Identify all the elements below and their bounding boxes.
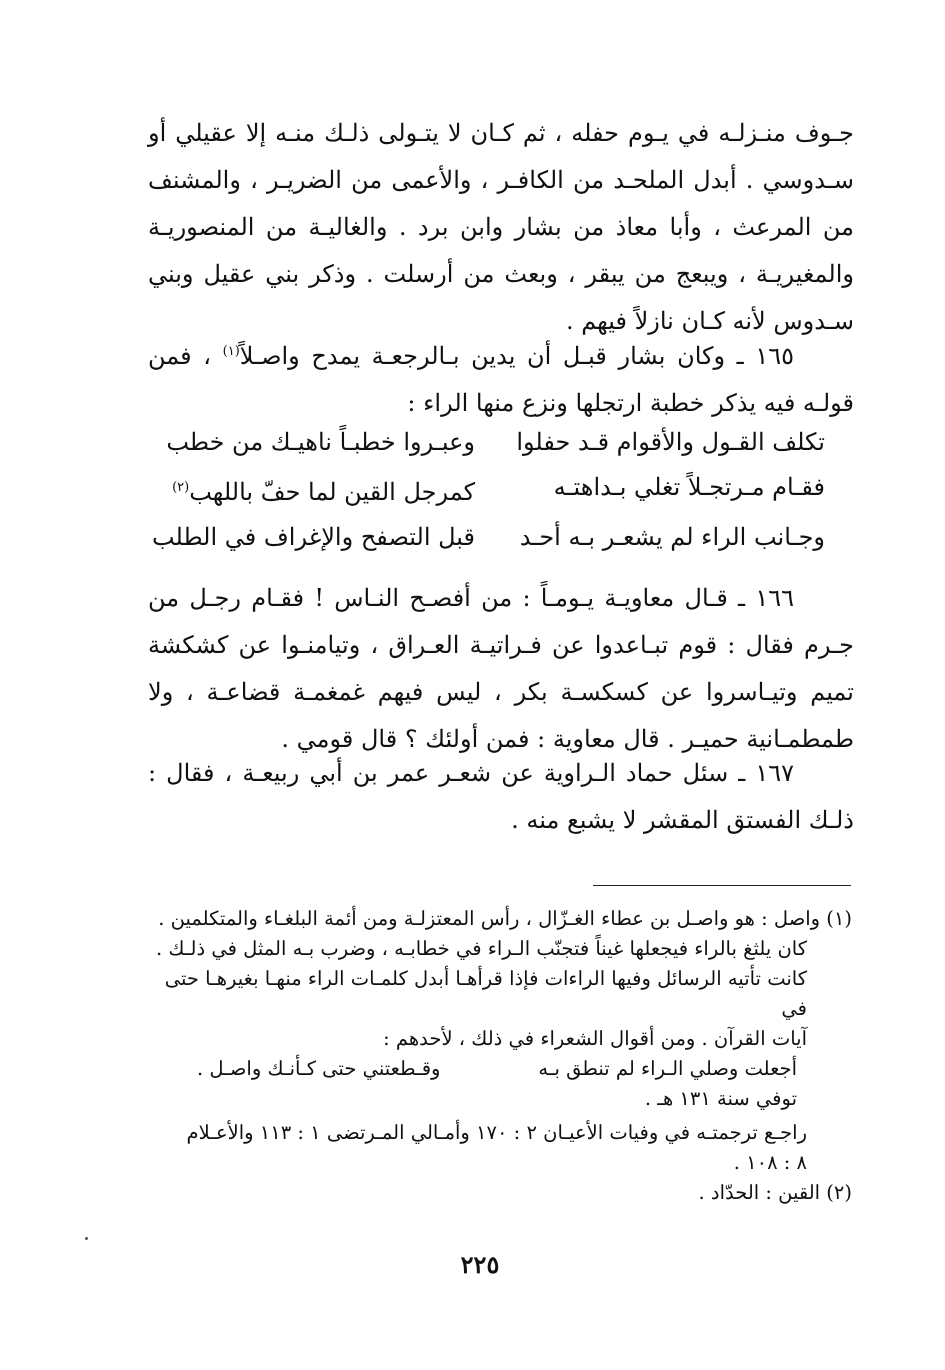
verse-line-3 bbox=[151, 515, 825, 560]
paragraph-165-text-a: ١٦٥ ـ وكان بشار قبـل أن يدين بـالرجعـة يمدح واصـلاً bbox=[239, 342, 795, 370]
verse-3-second-hemistich: قبل التصفح والإغراف في الطلب bbox=[151, 523, 475, 551]
footnotes bbox=[140, 904, 852, 1208]
footnote-1-line-3: كانت تأتيه الرسائل وفيها الراءات فإذا قرأهـا أبدل كلمـات الراء منهـا بغيرهـا حتى في bbox=[164, 967, 807, 1020]
footnote-1-verse bbox=[197, 1054, 852, 1084]
page-number: ٢٢٥ bbox=[460, 1250, 500, 1279]
paragraph-165-text-b: ، فمن قولـه فيه يذكر خطبة ارتجلها ونزع منها الراء : bbox=[148, 342, 854, 417]
footnote-1-line-1: (١) واصل : هو واصـل بن عطاء الغـزّال ، رأس المعتزلـة ومن أئمة البلغـاء والمتكلمين . bbox=[158, 907, 852, 930]
verse-3-first-hemistich: وجـانب الراء لم يشعـر بـه أحـد bbox=[519, 523, 825, 551]
paragraph-166 bbox=[148, 575, 854, 763]
paragraph-intro-text: جـوف منـزلـه في يـوم حفله ، ثم كـان لا يتـولى ذلـك منـه إلا عقيلي أو سـدوسي . أبدل الملحـد من الكافـر ، والأعمى من الضريـر ، والمشنف من المرعث ، وأبا معاذ من بشار وابن برد . والغاليـة من المنصوريـة والمغيريـة ، ويبعج من يبقر ، وبعث من أرسلت . وذكر بني عقيل وبني سـدوس لأنه كـان نازلاً فيهم . bbox=[148, 119, 855, 335]
footnote-1-line-7: ٨ : ١٠٨ . bbox=[733, 1151, 807, 1174]
footnote-divider bbox=[593, 885, 851, 886]
footnote-verse-second: وقـطعتني حتى كـأنـك واصـل . bbox=[197, 1057, 441, 1080]
footnote-ref-1: (١) bbox=[222, 344, 240, 359]
verse-2-second-hemistich: كمرجل القين لما حفّ باللهب bbox=[189, 478, 475, 506]
paragraph-166-text: ١٦٦ ـ قـال معاويـة يـومـاً : من أفصـح النـاس ! فقـام رجـل من جـرم فقال : قوم تبـاعدوا عن فـراتيـة العـراق ، وتيامنـوا عن كشكشة تميم وتيـاسروا عن كسكسـة بكر ، ليس فيهم غمغمـة قضاعـة ، ولا طمطمـانية حميـر . قال معاوية : فمن أولئك ؟ قال قومي . bbox=[148, 584, 854, 753]
verse-2-first-hemistich: فقـام مـرتجـلاً تغلي بـداهتـه bbox=[553, 473, 825, 501]
verse-line-1 bbox=[166, 420, 825, 465]
footnote-verse-first: أجعلت وصلي الـراء لم تنطق بـه bbox=[538, 1057, 797, 1080]
verse-1-second-hemistich: وعبـروا خطبـاً ناهيـك من خطب bbox=[166, 428, 475, 456]
scan-speck bbox=[85, 1237, 88, 1240]
verse-1-first-hemistich: تكلف القـول والأقوام قـد حفلوا bbox=[516, 428, 825, 456]
footnote-ref-2: (٢) bbox=[172, 480, 190, 495]
paragraph-intro bbox=[148, 110, 854, 345]
footnote-1-line-6: راجـع ترجمتـه في وفيات الأعيـان ٢ : ١٧٠ وأمـالي المـرتضى ١ : ١١٣ والأعـلام bbox=[186, 1121, 807, 1144]
paragraph-165 bbox=[148, 328, 854, 427]
paragraph-167 bbox=[148, 750, 854, 844]
paragraph-167-text: ١٦٧ ـ سئل حماد الـراوية عن شعـر عمر بن أبي ربيعـة ، فقال : ذلـك الفستق المقشر لا يشبع منه . bbox=[148, 759, 854, 834]
footnote-1-line-2: كان يلثغ بالراء فيجعلها غيناً فتجنّب الـراء في خطابـه ، وضرب بـه المثل في ذلـك . bbox=[155, 937, 807, 960]
footnote-1-line-5: توفي سنة ١٣١ هـ . bbox=[644, 1087, 797, 1110]
verse-line-2 bbox=[172, 465, 825, 515]
poem-block bbox=[151, 420, 825, 560]
footnote-1-line-4: آيات القرآن . ومن أقوال الشعراء في ذلك ، لأحدهم : bbox=[383, 1027, 807, 1050]
footnote-2: (٢) القين : الحدّاد . bbox=[698, 1181, 852, 1204]
